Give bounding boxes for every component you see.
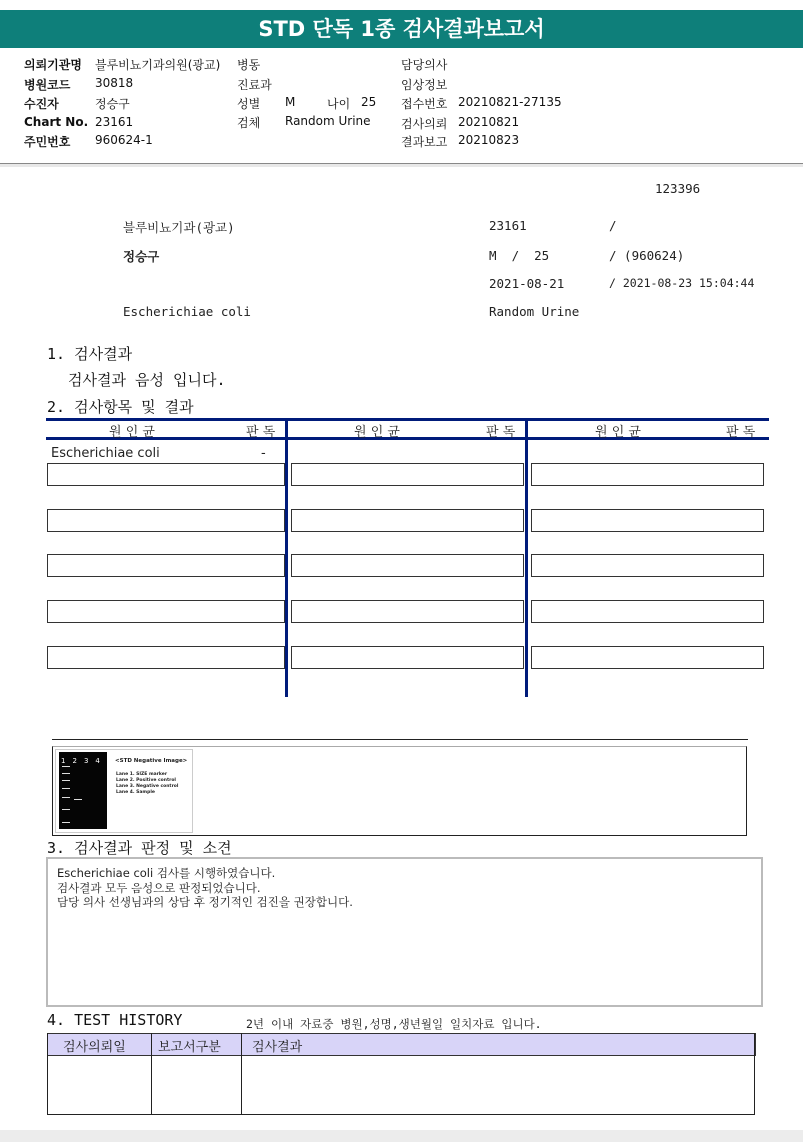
result-box: [47, 554, 285, 577]
result-box: [47, 646, 285, 669]
result-box: [291, 463, 524, 486]
header-value: 20210821: [458, 115, 520, 129]
age-label: 나이: [327, 97, 351, 111]
header-shadow: [0, 164, 803, 167]
result-value: -: [261, 446, 266, 461]
result-box: [291, 646, 524, 669]
header-row: [24, 56, 82, 73]
opinion-text: [57, 866, 353, 910]
header-label: 의뢰기관명: [24, 58, 82, 72]
col-header-result: 판 독: [726, 425, 756, 440]
history-header: [47, 1033, 756, 1056]
result-pathogen: Escherichiae coli: [51, 446, 160, 461]
section3-heading: 3. 검사결과 판정 및 소견: [47, 839, 232, 857]
gel-top-line: [52, 739, 748, 740]
header-value: 960624-1: [95, 133, 153, 147]
gel-legend: Lane 1. SIZE marker Lane 2. Positive control Lane 3. Negative control Lane 4. Sample: [116, 772, 179, 795]
result-box: [291, 600, 524, 623]
section2-heading: 2. 검사항목 및 결과: [47, 398, 194, 416]
section1-heading: 1. 검사결과: [47, 345, 133, 363]
gel-lanes: 1234: [61, 757, 107, 765]
header-label: 담당의사: [401, 58, 448, 72]
page-footer-strip: [0, 1130, 803, 1142]
header-label: 수진자: [24, 97, 59, 111]
history-col-result: 검사결과: [252, 1040, 303, 1055]
report-slash: /: [609, 218, 617, 233]
history-col-type: 보고서구분: [158, 1040, 221, 1055]
col-header-pathogen: 원 인 균: [354, 425, 400, 440]
section4-heading: 4. TEST HISTORY: [47, 1011, 183, 1029]
header-label: 결과보고: [401, 135, 448, 149]
col-header-result: 판 독: [486, 425, 516, 440]
sex-label: 성별: [237, 97, 261, 111]
header-label: 검사의뢰: [401, 117, 448, 131]
header-value: 23161: [95, 115, 134, 129]
specimen-label: 검체: [237, 116, 261, 130]
header-label: 임상정보: [401, 78, 448, 92]
result-box: [531, 463, 764, 486]
history-border: [47, 1033, 48, 1115]
table-col-divider: [285, 418, 288, 697]
report-title: STD 단독 1종 검사결과보고서: [0, 10, 803, 48]
result-box: [531, 600, 764, 623]
header-value: 30818: [95, 76, 134, 90]
opinion-line: Escherichiae coli 검사를 시행하였습니다.: [57, 866, 276, 880]
report-chart: 23161: [489, 218, 527, 233]
history-col-divider: [241, 1033, 242, 1115]
report-hospital: 블루비뇨기과(광교): [123, 220, 235, 235]
report-sex-age: M / 25: [489, 248, 550, 263]
history-note: 2년 이내 자료중 병원,성명,생년월일 일치자료 입니다.: [246, 1017, 542, 1031]
history-col-divider: [151, 1033, 152, 1115]
report-specimen: Random Urine: [489, 304, 580, 319]
result-box: [47, 463, 285, 486]
header-value: 20210821-27135: [458, 95, 562, 109]
report-test-name: Escherichiae coli: [123, 304, 251, 319]
section1-text: 검사결과 음성 입니다.: [68, 371, 226, 389]
specimen-value: Random Urine: [285, 114, 371, 128]
header-label: 주민번호: [24, 135, 71, 149]
dept-label: 진료과: [237, 78, 272, 92]
header-label: 접수번호: [401, 97, 448, 111]
col-header-pathogen: 원 인 균: [595, 425, 641, 440]
history-col-date: 검사의뢰일: [63, 1040, 126, 1055]
header-value: 20210823: [458, 133, 520, 147]
result-box: [291, 509, 524, 532]
age-value: 25: [361, 95, 377, 109]
result-box: [531, 646, 764, 669]
report-number: 123396: [655, 181, 701, 196]
opinion-line: 검사결과 모두 음성으로 판정되었습니다.: [57, 880, 261, 895]
report-patient: 정승구: [123, 249, 160, 264]
table-col-divider: [525, 418, 528, 697]
history-bottom-border: [47, 1114, 755, 1115]
header-value: 정승구: [95, 97, 130, 111]
result-box: [291, 554, 524, 577]
col-header-result: 판 독: [246, 425, 276, 440]
header-value: 블루비뇨기과의원(광교): [95, 58, 221, 72]
ward-label: 병동: [237, 58, 261, 72]
report-datetime: / 2021-08-23 15:04:44: [609, 276, 755, 290]
report-request-date: 2021-08-21: [489, 276, 565, 291]
opinion-line: 담당 의사 선생님과의 상담 후 정기적인 검진을 권장합니다.: [57, 895, 353, 909]
col-header-pathogen: 원 인 균: [109, 425, 155, 440]
header-label: 병원코드: [24, 78, 71, 92]
history-border: [754, 1033, 755, 1115]
header-label: Chart No.: [24, 115, 89, 129]
result-box: [47, 600, 285, 623]
sex-value: M: [285, 95, 296, 109]
report-birth: / (960624): [609, 248, 685, 263]
result-box: [531, 554, 764, 577]
gel-title: <STD Negative Image>: [115, 758, 188, 764]
result-box: [47, 509, 285, 532]
result-box: [531, 509, 764, 532]
